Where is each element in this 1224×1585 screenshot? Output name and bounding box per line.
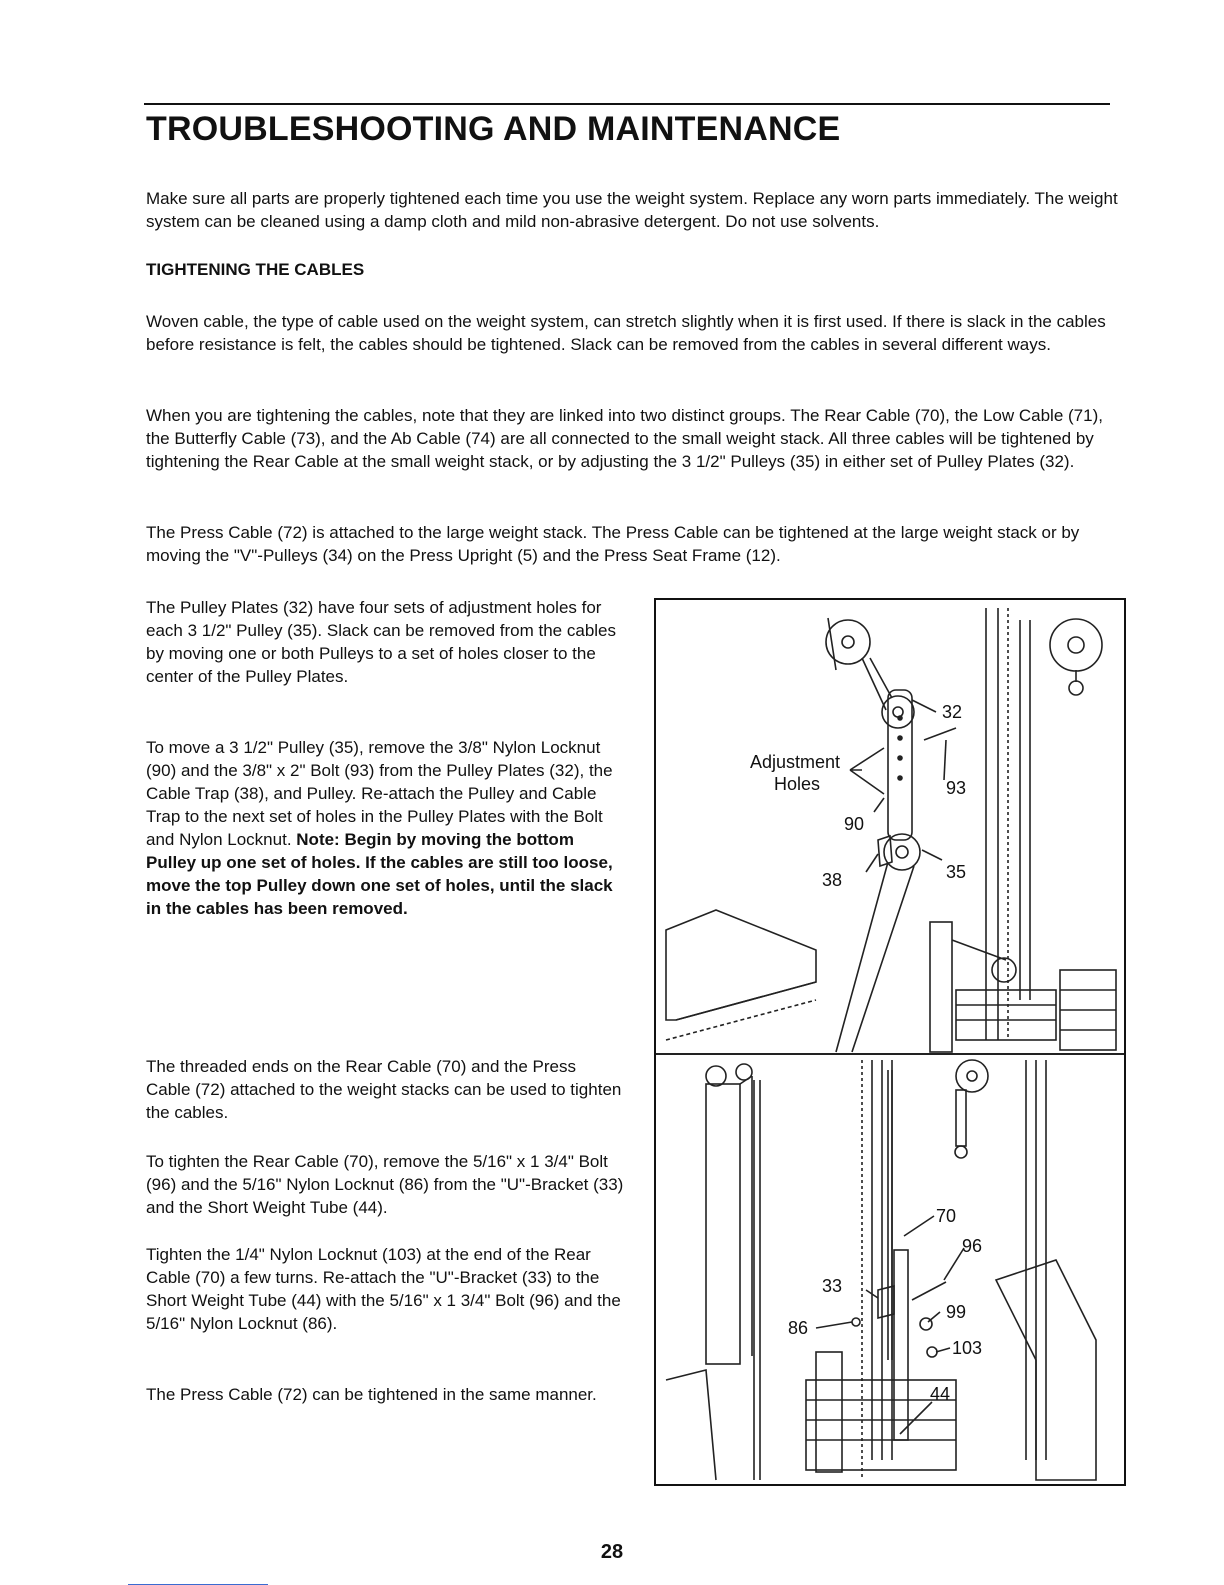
part-label-99: 99 — [946, 1302, 967, 1322]
cable-groups-paragraph: When you are tightening the cables, note that they are linked into two distinct groups. The Rear Cable (70), the Low Cable (71), the Butterfly Cable (73), and the Ab Cable (74) are all connected to the small weight stack. All three cables will be tightened by tightening the Rear Cable at the small weight stack, or by adjusting the 3 1/2" Pulleys (35) in either set of Pulley Plates (32). — [146, 406, 1103, 471]
part-label-38: 38 — [822, 870, 843, 890]
move-pulley-text: To move a 3 1/2" Pulley (35), remove the 3/8" Nylon Locknut (90) and the 3/8" x 2" Bolt (93) from the Pulley Plates (32), the Cable Trap (38), and Pulley. Re-attach the Pulley and Cable Trap to the next set of holes in the Pulley Plates with the Bolt and Nylon Locknut. — [146, 738, 613, 849]
section-heading: TIGHTENING THE CABLES — [146, 260, 365, 279]
intro-paragraph: Make sure all parts are properly tightened each time you use the weight system. Replace any worn parts immediately. The weight system can be cleaned using a damp cloth and mild non-abrasive detergent. Do not use solvents. — [146, 189, 1118, 231]
woven-cable-paragraph: Woven cable, the type of cable used on the weight system, can stretch slightly when it is first used. If there is slack in the cables before resistance is felt, the cables should be tightened. Slack can be removed from the cables in several different ways. — [146, 312, 1106, 354]
figure-drawing — [656, 600, 1124, 1484]
adjustment-holes-label-line2: Holes — [774, 774, 821, 794]
part-label-70: 70 — [936, 1206, 957, 1226]
tighten-locknut-paragraph: Tighten the 1/4" Nylon Locknut (103) at the end of the Rear Cable (70) a few turns. Re-attach the "U"-Bracket (33) to the Short Weight Tube (44) with the 5/16" x 1 3/4" Bolt (96) and the 5/16" Nylon Locknut (86). — [146, 1245, 621, 1333]
adjustment-holes-bracket — [850, 748, 884, 794]
part-label-44: 44 — [930, 1384, 951, 1404]
cable-adjustment-figure — [654, 598, 1126, 1486]
part-label-96: 96 — [962, 1236, 983, 1256]
part-label-33: 33 — [822, 1276, 843, 1296]
move-pulley-note: Note: Begin by moving the bottom Pulley up one set of holes. If the cables are still too loose, move the top Pulley down one set of holes, until the slack in the cables has been removed. — [146, 830, 613, 918]
page-number: 28 — [600, 1541, 624, 1563]
press-same-paragraph: The Press Cable (72) can be tightened in the same manner. — [146, 1385, 597, 1404]
pulley-plates-paragraph: The Pulley Plates (32) have four sets of adjustment holes for each 3 1/2" Pulley (35). Slack can be removed from the cables by moving one or both Pulleys to a set of holes closer to the center of the Pulley Plates. — [146, 598, 616, 686]
threaded-ends-paragraph: The threaded ends on the Rear Cable (70) and the Press Cable (72) attached to the weight stacks can be used to tighten the cables. — [146, 1057, 622, 1122]
page-title: TROUBLESHOOTING AND MAINTENANCE — [146, 110, 841, 148]
part-label-90: 90 — [844, 814, 865, 834]
title-rule — [144, 103, 1110, 105]
part-label-35: 35 — [946, 862, 967, 882]
adjustment-holes-label-line1: Adjustment — [750, 752, 841, 772]
top-pulley-assembly-drawing — [666, 608, 1116, 1052]
move-pulley-paragraph — [146, 736, 624, 920]
part-label-103: 103 — [952, 1338, 983, 1358]
part-label-86: 86 — [788, 1318, 809, 1338]
remove-bolt-paragraph: To tighten the Rear Cable (70), remove the 5/16" x 1 3/4" Bolt (96) and the 5/16" Nylon Locknut (86) from the "U"-Bracket (33) and the Short Weight Tube (44). — [146, 1152, 624, 1217]
part-label-32: 32 — [942, 702, 963, 722]
part-label-93: 93 — [946, 778, 967, 798]
bottom-weight-stack-drawing — [666, 1060, 1096, 1480]
press-cable-paragraph: The Press Cable (72) is attached to the large weight stack. The Press Cable can be tightened at the large weight stack or by moving the "V"-Pulleys (34) on the Press Upright (5) and the Press Seat Frame (12). — [146, 523, 1080, 565]
